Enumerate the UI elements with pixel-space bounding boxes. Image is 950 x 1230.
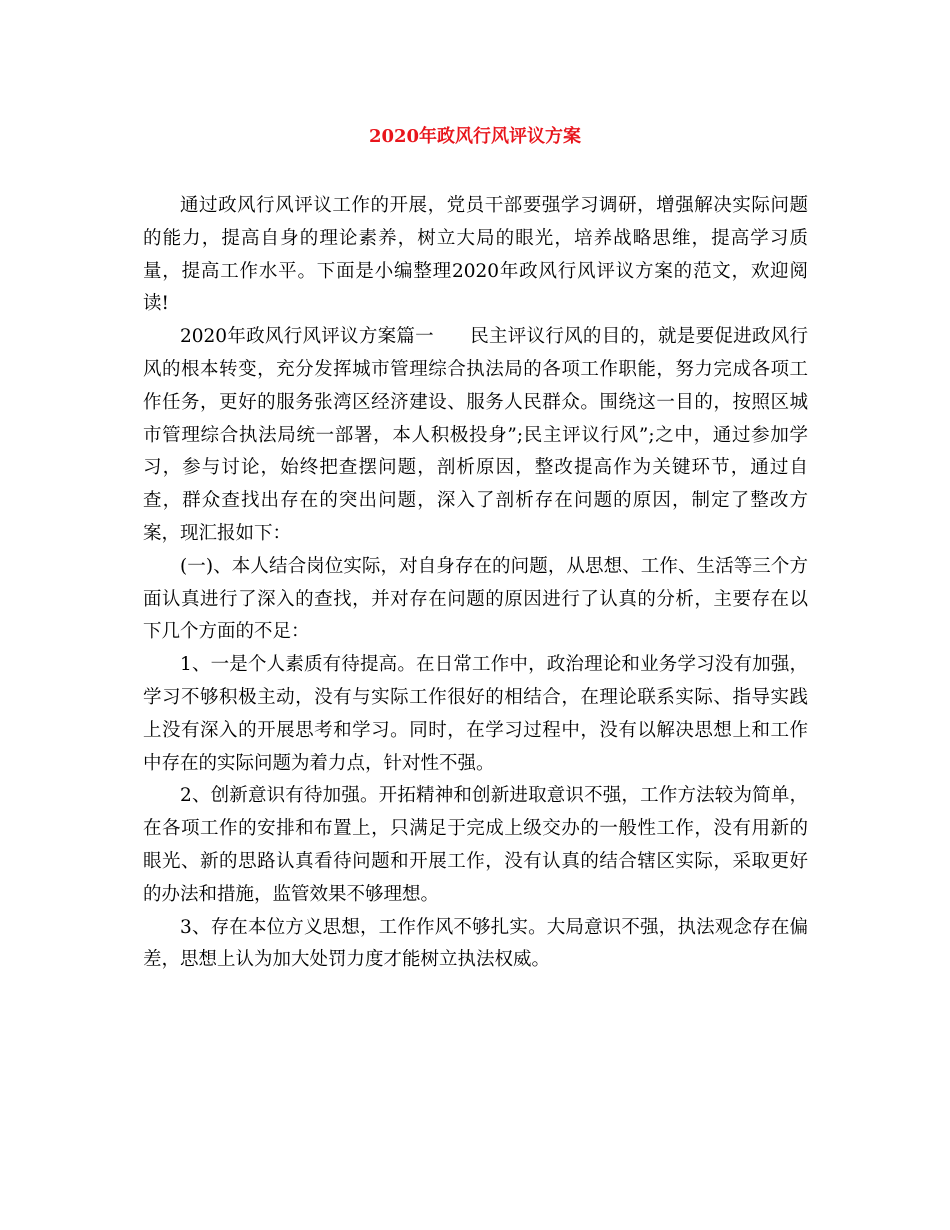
paragraph-section-1 [143, 551, 808, 649]
paragraph-item-1-text: 1、一是个人素质有待提高。在日常工作中，政治理论和业务学习没有加强，学习不够积极主动，没有与实际工作很好的相结合，在理论联系实际、指导实践上没有深入的开展思考和学习。同时，在学习过程中，没有以解决思想上和工作中存在的实际问题为着力点，针对性不强。 [143, 654, 808, 774]
paragraph-item-2 [143, 780, 808, 911]
paragraph-intro [143, 190, 808, 321]
paragraph-item-2-text: 2、创新意识有待加强。开拓精神和创新进取意识不强，工作方法较为简单，在各项工作的安排和布置上，只满足于完成上级交办的一般性工作，没有用新的眼光、新的思路认真看待问题和开展工作，没有认真的结合辖区实际，采取更好的办法和措施，监管效果不够理想。 [143, 785, 808, 905]
paragraph-section-1-text: (一)、本人结合岗位实际，对自身存在的问题，从思想、工作、生活等三个方面认真进行了深入的查找，并对存在问题的原因进行了认真的分析，主要存在以下几个方面的不足： [143, 555, 808, 643]
paragraph-item-3 [143, 912, 808, 978]
paragraph-part-one-text: 民主评议行风的目的，就是要促进政风行风的根本转变，充分发挥城市管理综合执法局的各项工作职能，努力完成各项工作任务，更好的服务张湾区经济建设、服务人民群众。围绕这一目的，按照区城市管理综合执法局统一部署，本人积极投身”;民主评议行风”;之中，通过参加学习，参与讨论，始终把查摆问题，剖析原因，整改提高作为关键环节，通过自查，群众查找出存在的突出问题，深入了剖析存在问题的原因，制定了整改方案，现汇报如下： [143, 326, 808, 544]
section-heading: 2020年政风行风评议方案篇一 [180, 326, 434, 348]
paragraph-item-3-text: 3、存在本位方义思想，工作作风不够扎实。大局意识不强，执法观念存在偏差，思想上认为加大处罚力度才能树立执法权威。 [143, 916, 808, 971]
document-title: 2020年政风行风评议方案 [368, 126, 582, 147]
paragraph-part-one [143, 321, 808, 551]
paragraph-intro-text: 通过政风行风评议工作的开展，党员干部要强学习调研，增强解决实际问题的能力，提高自身的理论素养，树立大局的眼光，培养战略思维，提高学习质量，提高工作水平。下面是小编整理2020年政风行风评议方案的范文，欢迎阅读! [143, 195, 808, 315]
document-body [143, 190, 808, 977]
paragraph-item-1 [143, 649, 808, 780]
